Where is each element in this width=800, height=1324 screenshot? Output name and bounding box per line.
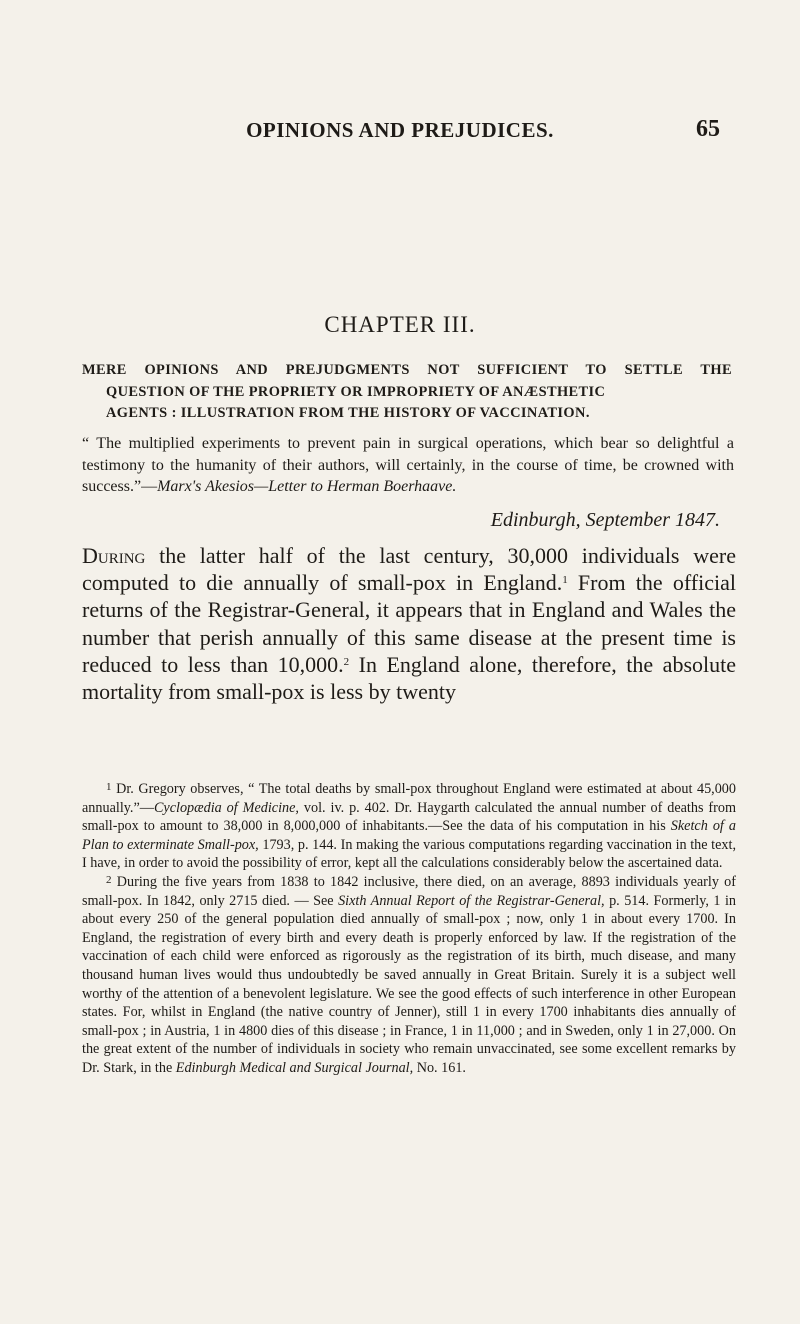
footnote-marker: 1 xyxy=(106,781,112,793)
footnote-text: Dr. Gregory observes, “ The total deaths by small-pox throughout England were estimated at about 45,000 annually.”— xyxy=(82,781,736,816)
chapter-summary-line: MERE OPINIONS AND PREJUDGMENTS NOT SUFFICIENT TO SETTLE THE xyxy=(82,362,732,378)
footnote-2 xyxy=(82,873,736,1078)
dateline: Edinburgh, September 1847. xyxy=(490,509,720,531)
footnote-ref: 1 xyxy=(562,574,568,587)
body-text-part: From the official returns of the Registrar-General, it appears that in England and Wales the number that perish annually of this same disease at the present time is reduced to less than 10,000. xyxy=(82,570,736,677)
footnote-citation: Edinburgh Medical and Surgical Journal, xyxy=(175,1059,414,1076)
running-head-title: OPINIONS AND PREJUDICES. xyxy=(246,118,554,142)
body-text-part: In England alone, therefore, the absolute mortality from small-pox is less by twenty xyxy=(82,651,736,705)
epigraph-quote: “ The multiplied experiments to prevent pain in surgical operations, which bear so delightful a testimony to the humanity of their authors, will certainly, in the course of time, be crowned with success.”— xyxy=(82,435,734,495)
footnote-text: No. 161. xyxy=(413,1059,466,1076)
footnote-1 xyxy=(82,780,736,873)
chapter-summary xyxy=(82,360,732,425)
footnote-marker: 2 xyxy=(106,873,112,886)
body-paragraph xyxy=(82,542,736,705)
footnote-citation: Cyclopædia of Medicine, xyxy=(153,799,299,816)
footnote-text: 1793, p. 144. In making the various computations regarding vaccination in the text, I have, in order to avoid the possibility of error, kept all the calculations considerably below the ascertained data. xyxy=(82,836,737,872)
footnote-text: During the five years from 1838 to 1842 inclusive, there died, on an average, 8893 individuals yearly of small-pox. In 1842, only 2715 died. — See xyxy=(82,873,736,909)
body-text-part: the latter half of the last century, 30,000 individuals were computed to die annually of small-pox in England. xyxy=(82,543,736,596)
footnote-text: vol. iv. p. 402. Dr. Haygarth calculated the annual number of deaths from small-pox to amount to 38,000 in 8,000,000 of inhabitants.—See the data of his computation in his xyxy=(82,799,736,835)
footnote-citation: Sketch of a Plan to exterminate Small-pox, xyxy=(82,818,736,853)
epigraph xyxy=(82,433,734,498)
chapter-summary-line: QUESTION OF THE PROPRIETY OR IMPROPRIETY OF ANÆSTHETIC xyxy=(106,383,606,400)
lead-word: During xyxy=(82,543,146,568)
footnotes xyxy=(82,780,736,1078)
page-number: 65 xyxy=(696,116,720,142)
chapter-heading: CHAPTER III. xyxy=(324,312,476,337)
footnote-citation: Sixth Annual Report of the Registrar-General, xyxy=(338,892,605,909)
running-head xyxy=(0,118,800,148)
epigraph-source: Marx's Akesios—Letter to Herman Boerhaave. xyxy=(157,478,457,495)
chapter-summary-line: AGENTS : ILLUSTRATION FROM THE HISTORY OF VACCINATION. xyxy=(106,405,590,421)
footnote-text: p. 514. Formerly, 1 in about every 250 of the general population died annually of small-pox ; now, only 1 in about every 1700. In England, the registration of every birth and every death is properly enforced by law. If the registration of the vaccination of each child were enforced as rigorously as the registration of its birth, much disease, and many thousand human lives would thus undoubtedly be saved annually in Great Britain. Surely it is a subject well worthy of the attention of a benevolent legislature. We see the good effects of such interference in other European states. For, whilst in England (the native country of Jenner), still 1 in every 1700 inhabitants dies annually of small-pox ; in Austria, 1 in 4800 dies of this disease ; in France, 1 in 11,000 ; and in Sweden, only 1 in 27,000. On the great extent of the number of individuals in society who remain unvaccinated, see some excellent remarks by Dr. Stark, in the xyxy=(82,892,737,1076)
footnote-ref: 2 xyxy=(343,655,350,668)
